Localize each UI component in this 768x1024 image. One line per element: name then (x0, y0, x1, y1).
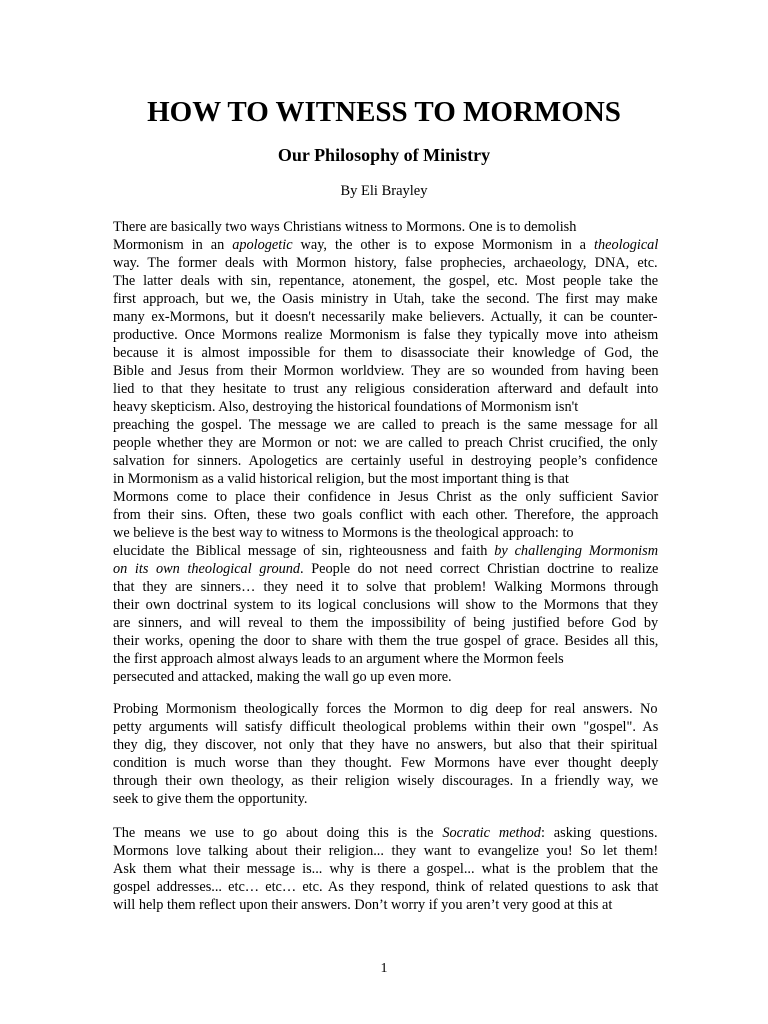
line-text: that they are sinners… they need it to solve that problem! Walking Mormons through (113, 579, 659, 595)
text-line (113, 290, 658, 308)
line-text: lied to that they hesitate to trust any religious consideration afterward and default into (113, 381, 659, 397)
text-line (113, 344, 658, 362)
line-text: productive. Once Mormons realize Mormonism is false they typically move into atheism (113, 327, 659, 343)
body-paragraph (113, 218, 658, 686)
line-text: condition is much worse than they thought. Few Mormons have ever thought deeply (113, 755, 659, 771)
text-line (113, 650, 658, 668)
line-text: people whether they are Mormon or not: we are called to preach Christ crucified, the only (113, 435, 658, 451)
text-line (113, 434, 658, 452)
line-text: Bible and Jesus from their Mormon worldview. They are so wounded from having been (113, 363, 659, 379)
body-paragraph (113, 700, 658, 808)
text-line (113, 524, 658, 542)
line-text: Probing Mormonism theologically forces the Mormon to dig deep for real answers. No (113, 701, 658, 717)
line-text: in Mormonism as a valid historical religion, but the most important thing is that (113, 471, 569, 487)
line-text: : asking questions. (540, 825, 658, 841)
text-line (113, 272, 658, 290)
text-line (113, 326, 658, 344)
emphasis-text: on its own theological ground (113, 561, 301, 577)
line-text: Mormonism in an (113, 237, 233, 253)
line-text: seek to give them the opportunity. (113, 791, 308, 807)
author-byline: By Eli Brayley (340, 183, 428, 199)
line-text: we believe is the best way to witness to Mormons is the theological approach: to (113, 525, 574, 541)
line-text: salvation for sinners. Apologetics are certainly useful in destroying people’s confidence (113, 453, 658, 469)
text-line (113, 254, 658, 272)
body-paragraph (113, 824, 658, 914)
line-text: petty arguments will satisfy difficult theological problems within their own "gospel". As (113, 719, 659, 735)
line-text: many ex-Mormons, but it doesn't necessarily make believers. Actually, it can be counter- (113, 309, 658, 325)
text-line (113, 614, 658, 632)
text-line (113, 754, 658, 772)
line-text: way. The former deals with Mormon history, false prophecies, archaeology, DNA, etc. (113, 255, 658, 271)
text-line (113, 668, 658, 686)
text-line (113, 700, 658, 718)
line-text: Mormons love talking about their religion... they want to evangelize you! So let them! (113, 843, 659, 859)
text-line (113, 578, 658, 596)
text-line (113, 452, 658, 470)
text-line (113, 506, 658, 524)
text-line (113, 824, 658, 842)
emphasis-text: by challenging Mormonism (494, 543, 659, 559)
line-text: Ask them what their message is... why is there a gospel... what is the problem that the (113, 861, 658, 877)
line-text: gospel addresses... etc… etc… etc. As they respond, think of related questions to ask that (113, 879, 659, 895)
line-text: through their own theology, as their religion wisely discourages. In a friendly way, we (113, 773, 659, 789)
text-line (113, 718, 658, 736)
line-text: The means we use to go about doing this is the (113, 825, 443, 841)
text-line (113, 380, 658, 398)
text-line (113, 398, 658, 416)
text-line (113, 896, 658, 914)
text-line (113, 488, 658, 506)
line-text: . People do not need correct Christian doctrine to realize (300, 561, 659, 577)
page-subtitle: Our Philosophy of Ministry (277, 145, 491, 165)
text-line (113, 416, 658, 434)
line-text: their works, opening the door to share with them the true gospel of grace. Besides all this, (113, 633, 659, 649)
text-line (113, 560, 658, 578)
text-line (113, 736, 658, 754)
emphasis-text: apologetic (232, 237, 293, 253)
text-line (113, 842, 658, 860)
line-text: they dig, they discover, not only that they have no answers, but also that their spiritual (113, 737, 658, 753)
line-text: the first approach almost always leads to an argument where the Mormon feels (113, 651, 564, 667)
text-line (113, 236, 658, 254)
line-text: are sinners, and will reveal to them the impossibility of being justified before God by (113, 615, 659, 631)
line-text: heavy skepticism. Also, destroying the historical foundations of Mormonism isn't (113, 399, 579, 415)
line-text: Mormons come to place their confidence in Jesus Christ as the only sufficient Savior (113, 489, 659, 505)
page-title: HOW TO WITNESS TO MORMONS (147, 96, 621, 128)
text-line (113, 218, 658, 236)
page-number: 1 (380, 961, 388, 976)
line-text: elucidate the Biblical message of sin, righteousness and faith (113, 543, 495, 559)
line-text: There are basically two ways Christians witness to Mormons. One is to demolish (113, 219, 577, 235)
text-line (113, 790, 658, 808)
text-line (113, 878, 658, 896)
text-line (113, 470, 658, 488)
line-text: will help them reflect upon their answers. Don’t worry if you aren’t very good at this at (113, 897, 613, 913)
line-text: The latter deals with sin, repentance, atonement, the gospel, etc. Most people take the (113, 273, 659, 289)
text-line (113, 860, 658, 878)
line-text: because it is almost impossible for them to disassociate their knowledge of God, the (113, 345, 659, 361)
text-line (113, 542, 658, 560)
text-line (113, 362, 658, 380)
line-text: from their sins. Often, these two goals conflict with each other. Therefore, the approach (113, 507, 659, 523)
text-line (113, 772, 658, 790)
text-line (113, 308, 658, 326)
line-text: first approach, but we, the Oasis ministry in Utah, take the second. The first may make (113, 291, 658, 307)
text-line (113, 596, 658, 614)
line-text: way, the other is to expose Mormonism in a (292, 237, 594, 253)
emphasis-text: Socratic method (442, 825, 541, 841)
emphasis-text: theological (593, 237, 659, 253)
line-text: preaching the gospel. The message we are called to preach is the same message for all (113, 417, 658, 433)
line-text: their own doctrinal system to its logical conclusions will show to the Mormons that they (113, 597, 659, 613)
text-line (113, 632, 658, 650)
line-text: persecuted and attacked, making the wall go up even more. (113, 669, 452, 685)
